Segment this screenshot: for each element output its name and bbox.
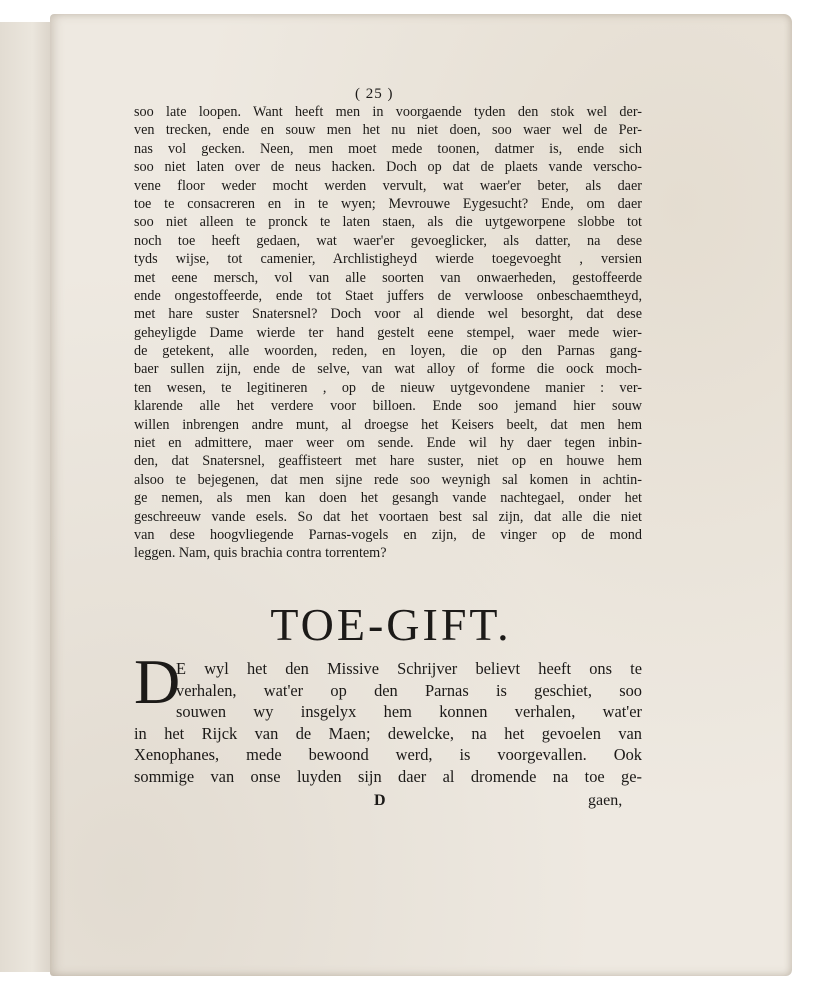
body-line: tyds wijse, tot camenier, Archlistigheyd wierde toegevoeght , versien xyxy=(134,251,642,268)
body-line: met hare suster Snatersnel? Doch voor al diende wel besorght, dat dese xyxy=(134,306,642,323)
body-line: den, dat Snatersnel, geaffisteert met hare suster, niet op en houwe hem xyxy=(134,453,642,470)
facing-page-edge xyxy=(0,22,55,972)
body-line: de getekent, alle woorden, reden, en loyen, die op den Parnas gang- xyxy=(134,343,642,360)
gift-line: sommige van onse luyden sijn daer al dromende na toe ge- xyxy=(134,766,642,786)
catchword: gaen, xyxy=(588,792,623,809)
body-line: geschreeuw vande esels. So dat het voortaen best sal zijn, dat alle die niet xyxy=(134,508,642,525)
gift-line: Xenophanes, mede bewoond werd, is voorgevallen. Ook xyxy=(134,745,642,765)
page-number: ( 25 ) xyxy=(355,86,394,102)
gift-line: E wyl het den Missive Schrijver believt heeft ons te xyxy=(176,659,642,678)
body-line: ten wesen, te legitineren , op de nieuw uytgevondene manier : ver- xyxy=(134,379,642,396)
signature-mark: D xyxy=(374,792,386,809)
drop-cap: D xyxy=(134,646,181,717)
body-line: toe te consacreren en in te wyen; Mevrouwe Eygesucht? Ende, om daer xyxy=(134,195,642,212)
section-heading: TOE-GIFT. xyxy=(270,599,512,650)
body-line: soo late loopen. Want heeft men in voorgaende tyden den stok wel der- xyxy=(134,104,642,120)
body-line: met eene mersch, vol van alle soorten van onwaerheden, gestoffeerde xyxy=(134,269,642,286)
body-line: soo niet laten over de neus hacken. Doch op dat de plaets vande verscho- xyxy=(134,159,642,176)
body-line: willen inbrengen andre munt, al droegse het Keisers beelt, dat men hem xyxy=(134,416,642,433)
body-line: ge nemen, als men kan doen het gesangh vande nachtegael, onder het xyxy=(134,490,642,507)
body-line: vene floor weder mocht werden vervult, wat waer'er beter, als daer xyxy=(134,177,642,194)
gift-line: souwen wy insgelyx hem konnen verhalen, wat'er xyxy=(176,702,642,722)
body-line: van dese hoogvliegende Parnas-vogels en zijn, de vinger op de mond xyxy=(134,526,642,543)
body-line: niet en admittere, maer weer om sende. Ende wil hy daer tegen inbin- xyxy=(134,435,642,452)
body-line: baer sullen zijn, ende de selve, van wat alloy of forme die oock moch- xyxy=(134,361,642,378)
body-line: noch toe heeft gedaen, wat waer'er gevoeglicker, als datter, na dese xyxy=(134,232,642,249)
body-line: geheyligde Dame wierde ter hand gestelt eene stempel, waer mede wier- xyxy=(134,324,642,341)
gift-line: verhalen, wat'er op den Parnas is geschiet, soo xyxy=(176,680,642,700)
body-paragraph xyxy=(134,103,642,563)
gift-paragraph xyxy=(134,658,642,788)
body-line: leggen. Nam, quis brachia contra torrentem? xyxy=(134,545,387,562)
body-line: klarende alle het verdere voor billoen. Ende soo jemand hier souw xyxy=(134,398,642,415)
body-line: ende ongestoffeerde, ende tot Staet juffers de verwloose onbeschaemtheyd, xyxy=(134,287,642,304)
body-line: ven trecken, ende en souw men het nu niet doen, soo waer wel de Per- xyxy=(134,122,642,139)
body-line: nas vol gecken. Neen, men moet mede toonen, datmer is, ende sich xyxy=(134,140,642,157)
body-line: soo niet alleen te pronck te laten staen, als die uytgeworpene slobbe tot xyxy=(134,214,642,231)
gift-line: in het Rijck van de Maen; dewelcke, na het gevoelen van xyxy=(134,723,642,743)
body-line: alsoo te bejegenen, dat men sijne rede soo weynigh sal komen in achtin- xyxy=(134,471,642,488)
